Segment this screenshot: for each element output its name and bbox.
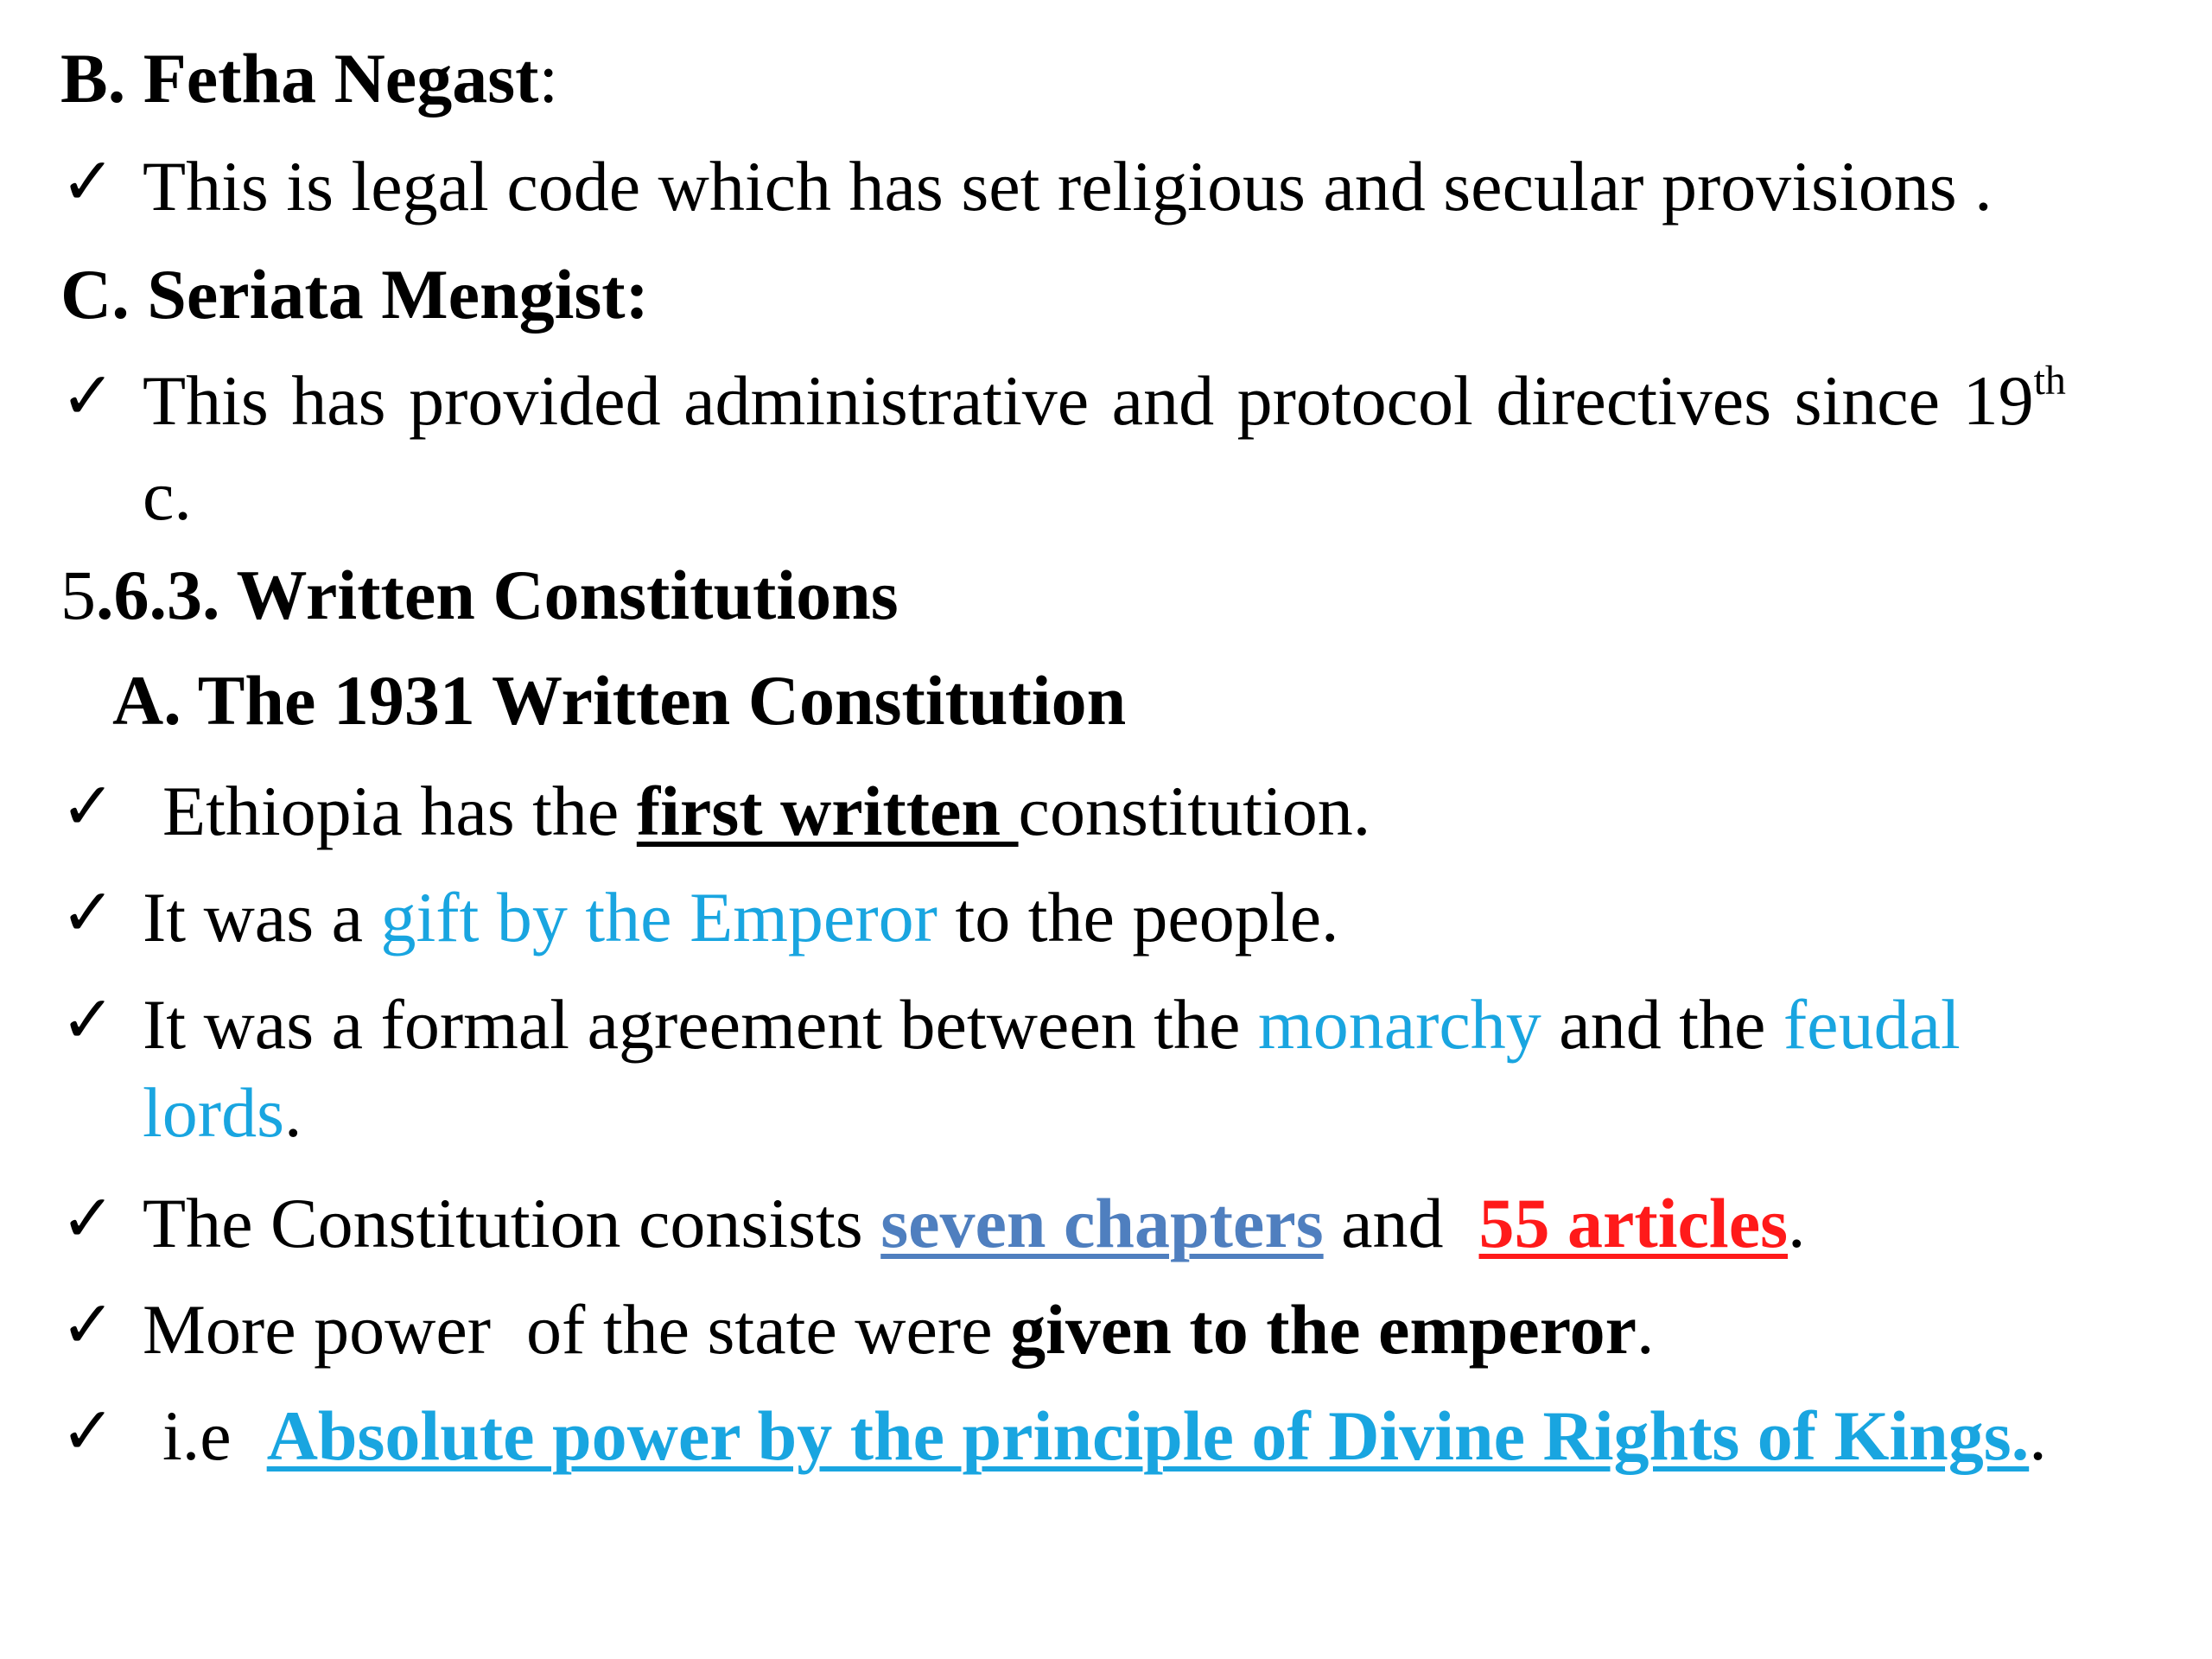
bullet-formal-agreement-cont [143, 1073, 302, 1152]
seriata-mengist-heading: C. Seriata Mengist: [60, 255, 649, 334]
bullet-chapters-articles [143, 1184, 1806, 1262]
seven-chapters-emphasis: seven chapters [880, 1184, 1324, 1262]
first-written-emphasis: first written [636, 772, 1019, 850]
written-constitutions-number: 5 [60, 556, 96, 634]
check-icon: ✓ [60, 981, 116, 1058]
bullet-text: More power of the state were [143, 1290, 1011, 1369]
gift-by-emperor-emphasis: gift by the Emperor [380, 878, 938, 957]
check-icon: ✓ [60, 767, 116, 844]
check-icon: ✓ [60, 357, 116, 434]
bullet-text: to the people. [937, 878, 1339, 957]
bullet-text: i.e [162, 1396, 267, 1475]
bullet-text: Ethiopia has the [162, 772, 637, 850]
monarchy-emphasis: monarchy [1257, 985, 1541, 1064]
seriata-mengist-point-cont: c. [143, 456, 192, 535]
bullet-text: and the [1541, 985, 1783, 1064]
bullet-text: constitution. [1018, 772, 1371, 850]
check-icon: ✓ [60, 143, 116, 219]
bullet-text: . [1788, 1184, 1806, 1262]
constitution-1931-heading: A. The 1931 Written Constitution [112, 661, 1127, 740]
seriata-mengist-point-text: This has provided administrative and protocol directives since 19 [143, 361, 2034, 440]
fetha-negast-heading [60, 39, 559, 118]
seriata-mengist-point [143, 358, 2066, 440]
bullet-power-to-emperor [143, 1290, 1655, 1369]
given-to-emperor-emphasis: given to the emperor [1010, 1290, 1637, 1369]
check-icon: ✓ [60, 1392, 116, 1469]
bullet-text: and [1323, 1184, 1479, 1262]
bullet-text: It was a [143, 878, 381, 957]
feudal-emphasis: feudal [1783, 985, 1961, 1064]
lords-emphasis: lords [143, 1073, 284, 1152]
bullet-text: The Constitution consists [143, 1184, 881, 1262]
bullet-gift-by-emperor [143, 878, 1339, 957]
check-icon: ✓ [60, 1286, 116, 1363]
written-constitutions-heading [60, 556, 899, 634]
bullet-text: . [1637, 1290, 1655, 1369]
bullet-absolute-power [162, 1396, 2047, 1475]
fetha-negast-colon: : [538, 39, 559, 118]
bullet-formal-agreement [143, 985, 1961, 1064]
fifty-five-articles-emphasis: 55 articles [1478, 1184, 1788, 1262]
check-icon: ✓ [60, 874, 116, 950]
bullet-text: . [284, 1073, 302, 1152]
written-constitutions-title: .6.3. Written Constitutions [96, 556, 899, 634]
fetha-negast-title: B. Fetha Negast [60, 39, 539, 118]
bullet-first-written [162, 772, 1371, 850]
superscript-th: th [2033, 358, 2066, 404]
absolute-power-emphasis: Absolute power by the principle of Divine Rights of Kings. [266, 1396, 2030, 1475]
bullet-text: . [2029, 1396, 2047, 1475]
fetha-negast-point: This is legal code which has set religious and secular provisions . [143, 147, 1993, 226]
bullet-text: It was a formal agreement between the [143, 985, 1258, 1064]
check-icon: ✓ [60, 1179, 116, 1256]
